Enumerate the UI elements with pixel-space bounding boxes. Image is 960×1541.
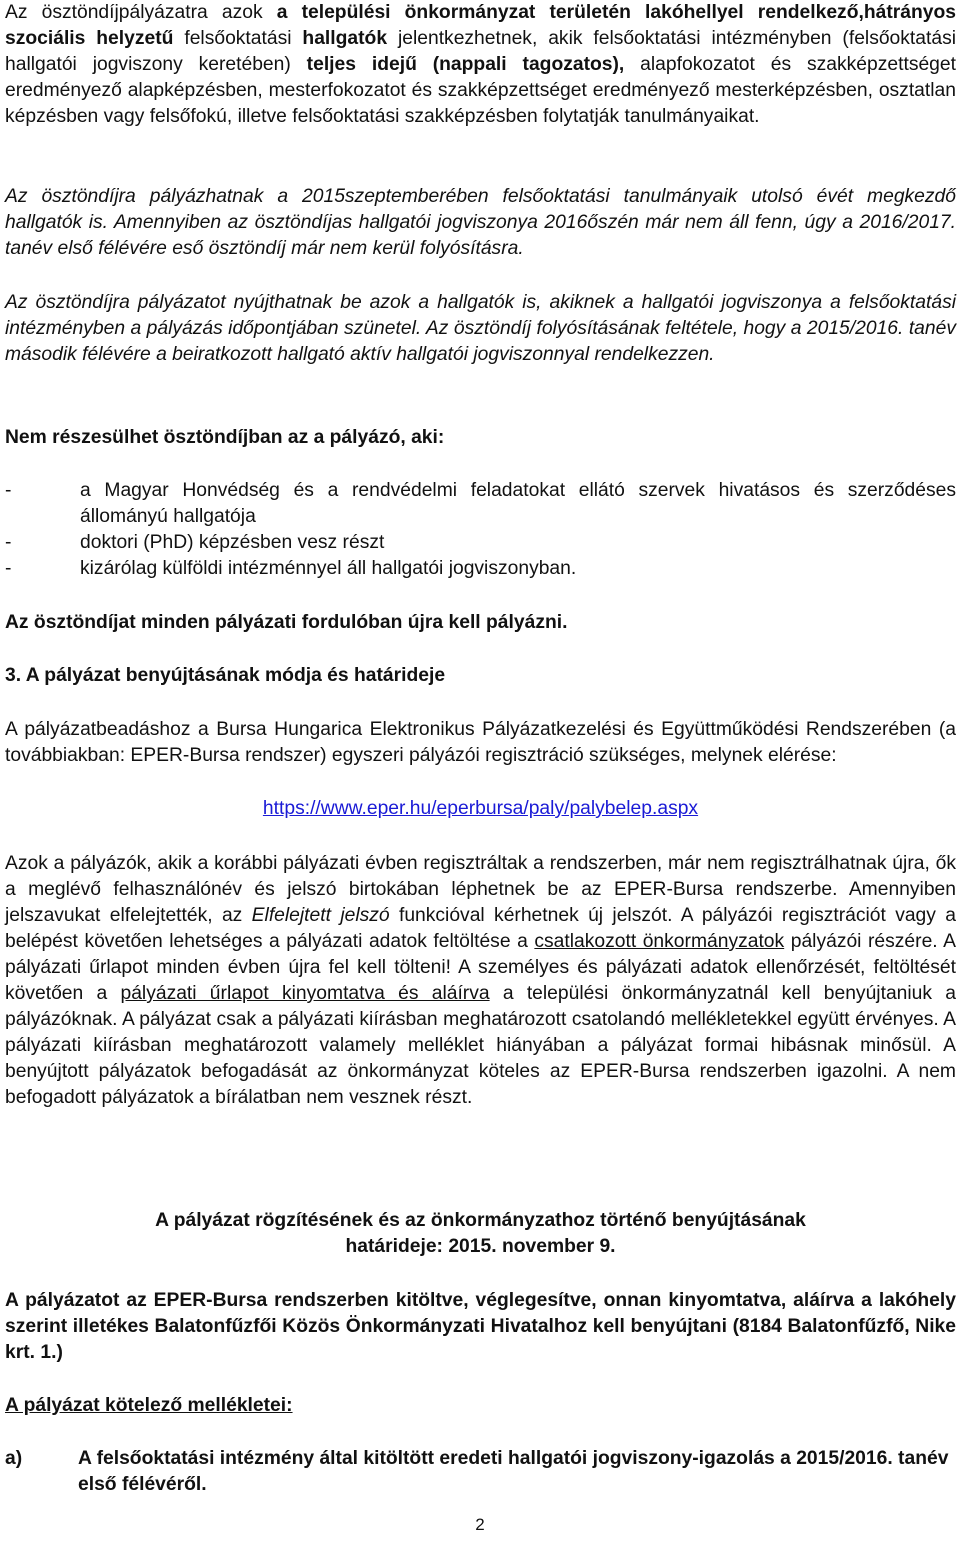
p1-text-c: felsőoktatási (173, 28, 303, 49)
link-line (5, 796, 956, 822)
p1-text-e: jelentkezhetnek, akik felsőoktatási intézményben (felsőoktatási hallgatói jogviszony keretében) (5, 28, 957, 75)
reapply-note: Az ösztöndíjat minden pályázati fordulóban újra kell pályázni. (5, 612, 568, 633)
list-dash: - (5, 480, 12, 501)
exclusion-list (5, 478, 956, 582)
p5-text-f: pályázati űrlapot kinyomtatva és aláírva (120, 983, 490, 1004)
deadline-line-2: határideje: 2015. november 9. (345, 1236, 616, 1257)
submission-paragraph (5, 851, 956, 1111)
suspended-paragraph (5, 290, 956, 368)
attachments-list (5, 1446, 956, 1498)
list-dash: - (5, 532, 12, 553)
registration-paragraph: A pályázatbeadáshoz a Bursa Hungarica Elektronikus Pályázatkezelési és Együttműködési Rendszerében (a továbbiakban: EPER-Bursa rendszer) egyszeri pályázói regisztráció szükséges, melynek elérése: (5, 719, 956, 766)
p5-text-g: a települési önkormányzatnál kell benyújtaniuk a pályázóknak. A pályázat csak a pályázati kiírásban meghatározott csatolandó mellékletekkel együtt érvényes. A pályázati kiírásban meghatározott valamely melléklet hiányában a pályázat formai hibásnak minősül. A benyújtott pályázatok befogadását az önkormányzat köteles az EPER-Bursa rendszerben igazolni. A nem befogadott pályázatok a bírálatban nem vesznek részt. (5, 983, 956, 1108)
list-item (5, 556, 956, 582)
p1-text-f: teljes idejű (nappali tagozatos), (306, 54, 625, 75)
list-item (5, 530, 956, 556)
list-item-text: doktori (PhD) képzésben vesz részt (80, 532, 385, 553)
p1-text-a: Az ösztöndíjpályázatra azok (5, 2, 277, 23)
p1-text-b: a települési önkormányzat területén lakóhellyel rendelkező,hátrányos szociális helyzetű (5, 2, 956, 49)
page-number: 2 (475, 1515, 485, 1534)
p3-text-b: Az ösztöndíj folyósításának feltétele, hogy a 2015/2016. tanév második félévére a beiratkozott hallgató aktív hallgatói jogviszonnyal rendelkezzen. (5, 318, 956, 365)
deadline-block (5, 1208, 956, 1260)
p5-text-e: pályázói részére. A pályázati űrlapot minden évben újra fel kell tölteni! A személyes és pályázati adatok ellenőrzését, feltöltését követően a (5, 931, 956, 1004)
p2-text-a: Az ösztöndíjra pályázhatnak a 2015szeptemberében felsőoktatási tanulmányaik utolsó évét megkezdő hallgatók is. (5, 186, 956, 233)
list-label: a) (5, 1448, 23, 1469)
list-item-text: a Magyar Honvédség és a rendvédelmi feladatokat ellátó szervek hivatásos és szerződéses állományú hallgatója (80, 480, 956, 527)
p3-text-a: Az ösztöndíjra pályázatot nyújthatnak be azok a hallgatók is, akiknek a hallgatói jogviszonya a felsőoktatási intézményben a pályázás időpontjában szünetel. (5, 292, 956, 339)
submit-location-paragraph: A pályázatot az EPER-Bursa rendszerben kitöltve, véglegesítve, onnan kinyomtatva, aláírva a lakóhely szerint illetékes Balatonfűzfői Közös Önkormányzati Hivatalhoz kell benyújtani (8184 Balatonfűzfő, Nike krt. 1.) (5, 1290, 956, 1363)
list-item (5, 478, 956, 530)
p5-text-c: funkcióval kérhetnek új jelszót. A pályázói regisztrációt vagy a belépést követően lehetséges a pályázati adatok feltöltése a (5, 905, 956, 952)
list-dash: - (5, 558, 12, 579)
p2-text-b: Amennyiben az ösztöndíjas hallgatói jogviszonya 2016őszén már nem áll fenn, úgy a 2016/2017. tanév első félévére eső ösztöndíj már nem kerül folyósításra. (5, 212, 957, 259)
final-year-paragraph (5, 184, 956, 262)
eligibility-paragraph (5, 0, 956, 130)
section-3-heading: 3. A pályázat benyújtásának módja és határideje (5, 665, 446, 686)
p5-text-d: csatlakozott önkormányzatok (534, 931, 785, 952)
eper-bursa-link[interactable]: https://www.eper.hu/eperbursa/paly/palybelep.aspx (262, 798, 699, 819)
list-item (5, 1446, 956, 1498)
list-item-text: kizárólag külföldi intézménnyel áll hallgatói jogviszonyban. (80, 558, 577, 579)
exclusion-heading: Nem részesülhet ösztöndíjban az a pályázó, aki: (5, 427, 445, 448)
attachments-heading: A pályázat kötelező mellékletei: (5, 1395, 293, 1416)
p5-text-a: Azok a pályázók, akik a korábbi pályázati évben regisztráltak a rendszerben, már nem regisztrálhatnak újra, ők a meglévő felhasználónév és jelszó birtokában léphetnek be az EPER-Bursa rendszerbe. Amennyiben jelszavukat elfelejtették, az (5, 853, 956, 926)
p1-text-d: hallgatók (302, 28, 388, 49)
list-item-text: A felsőoktatási intézmény által kitöltött eredeti hallgatói jogviszony-igazolás a 2015/2016. tanév első félévéről. (78, 1448, 949, 1495)
p5-text-b: Elfelejtett jelszó (251, 905, 390, 926)
p1-text-g: alapfokozatot és szakképzettséget eredményező alapképzésben, mesterfokozatot és szakképzettséget eredményező mesterképzésben, osztatlan képzésben vagy felsőfokú, illetve felsőoktatási szakképzésben folytatják tanulmányaikat. (5, 54, 956, 127)
deadline-line-1: A pályázat rögzítésének és az önkormányzathoz történő benyújtásának (155, 1210, 806, 1231)
